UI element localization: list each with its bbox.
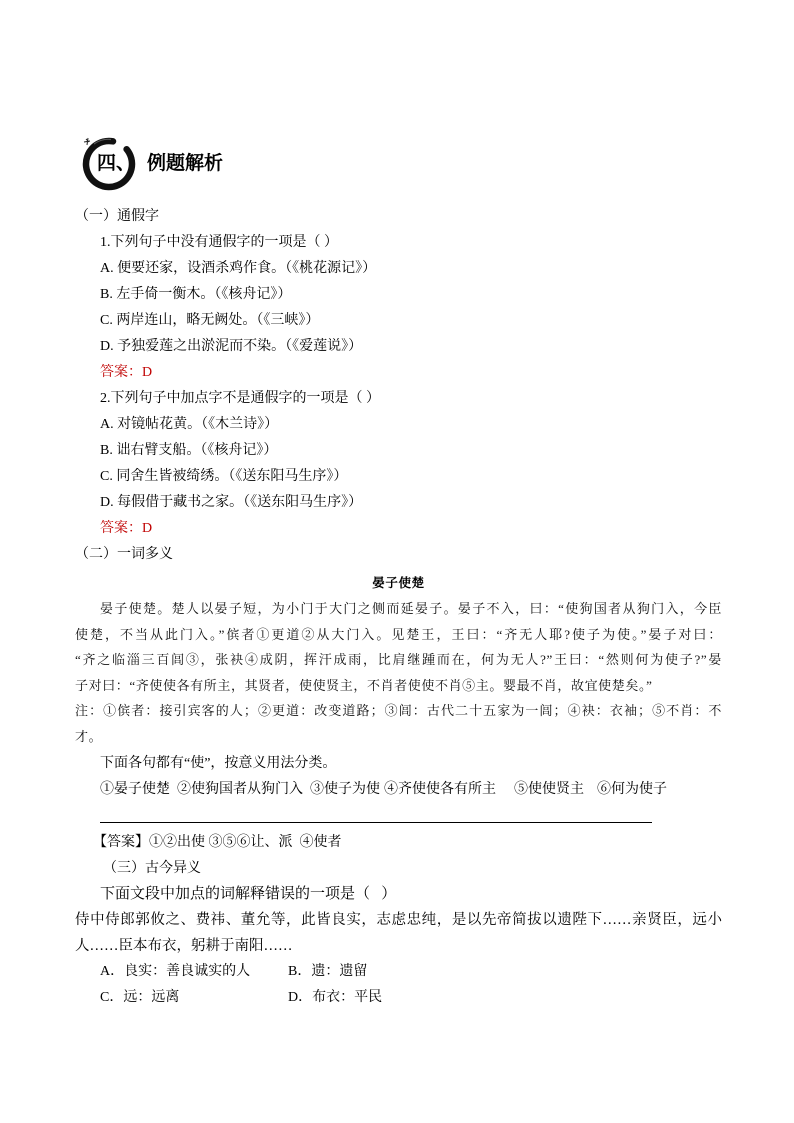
passage-note-line: 注：①傧者：接引宾客的人；②更道：改变道路；③闾：古代二十五家为一闾；④袂：衣袖；⑤不肖：不 [75,703,722,718]
passage-line: 使楚，不当从此门入。”傧者①更道②从大门入。见楚王，王曰：“齐无人耶?使子为使。”晏子对曰： [75,627,722,642]
list-item: ②使狗国者从狗门入 [177,782,303,797]
page-title: 例题解析 [147,152,224,174]
list-item: ③使子为使 [310,782,380,797]
passage-title: 晏子使楚 [372,576,425,590]
passage-line: 晏子使楚。楚人以晏子短，为小门于大门之侧而延晏子。晏子不入，曰：“使狗国者从狗门入，今臣 [100,601,722,616]
question-2-option-c: C. 同舍生皆被绮绣。（《送东阳马生序》） [100,469,348,484]
question-1-option-a: A. 便要还家，设酒杀鸡作食。（《桃花源记》） [100,261,377,276]
classification-instruction: 下面各句都有“使”，按意义用法分类。 [100,756,337,771]
divider [100,822,652,823]
question-2-stem: 2.下列句子中加点字不是通假字的一项是（ ） [100,391,380,406]
passage-note-line: 才。 [75,729,103,744]
list-item: ⑤使使贤主 [514,782,584,797]
passage-line: 子对曰：“齐使使各有所主，其贤者，使使贤主，不肖者使使不肖⑤主。婴最不肖，故宜使楚矣。” [75,678,653,693]
question-1-option-d: D. 予独爱莲之出淤泥而不染。（《爱莲说》） [100,339,363,354]
question-1-stem: 1.下列句子中没有通假字的一项是（ ） [100,235,338,250]
question-2-option-b: B. 诎右臂支船。（《核舟记》） [100,443,278,458]
list-item: ④齐使使各有所主 [384,782,496,797]
question-2-option-d: D. 每假借于藏书之家。（《送东阳马生序》） [100,495,363,510]
section-heading-yiciduoyi: （二）一词多义 [75,547,173,562]
section-number: 四、 [97,152,136,174]
sentence-list [100,780,667,800]
question-1-answer: 答案：D [100,365,153,380]
section-heading-tongjiazi: （一）通假字 [75,209,159,224]
list-item: ①晏子使楚 [100,782,170,797]
classification-answer: 【答案】①②出使 ③⑤⑥让、派 ④使者 [93,835,342,850]
question-3-option-c: C．远：远离 [100,990,180,1005]
question-3-option-a: A．良实：善良诚实的人 [100,964,251,979]
question-3-option-d: D．布衣：平民 [288,990,383,1005]
question-1-option-c: C. 两岸连山，略无阙处。（《三峡》） [100,313,320,328]
passage-line: “齐之临淄三百闾③，张袂④成阴，挥汗成雨，比肩继踵而在，何为无人?”王曰：“然则何为使子?”晏 [75,652,722,667]
section-heading-gujinyiyi: （三）古今异义 [103,861,201,876]
question-3-stem: 下面文段中加点的词解释错误的一项是（ ） [100,886,397,902]
excerpt-line: 人……臣本布衣，躬耕于南阳…… [75,938,293,954]
question-2-answer: 答案：D [100,521,153,536]
list-item: ⑥何为使子 [597,782,667,797]
question-3-option-b: B．遗：遗留 [288,964,368,979]
question-2-option-a: A. 对镜帖花黄。（《木兰诗》） [100,417,279,432]
question-1-option-b: B. 左手倚一衡木。（《核舟记》） [100,287,292,302]
excerpt-line: 侍中侍郎郭攸之、费祎、董允等，此皆良实，志虑忠纯，是以先帝简拔以遗陛下……亲贤臣，远小 [75,912,722,928]
